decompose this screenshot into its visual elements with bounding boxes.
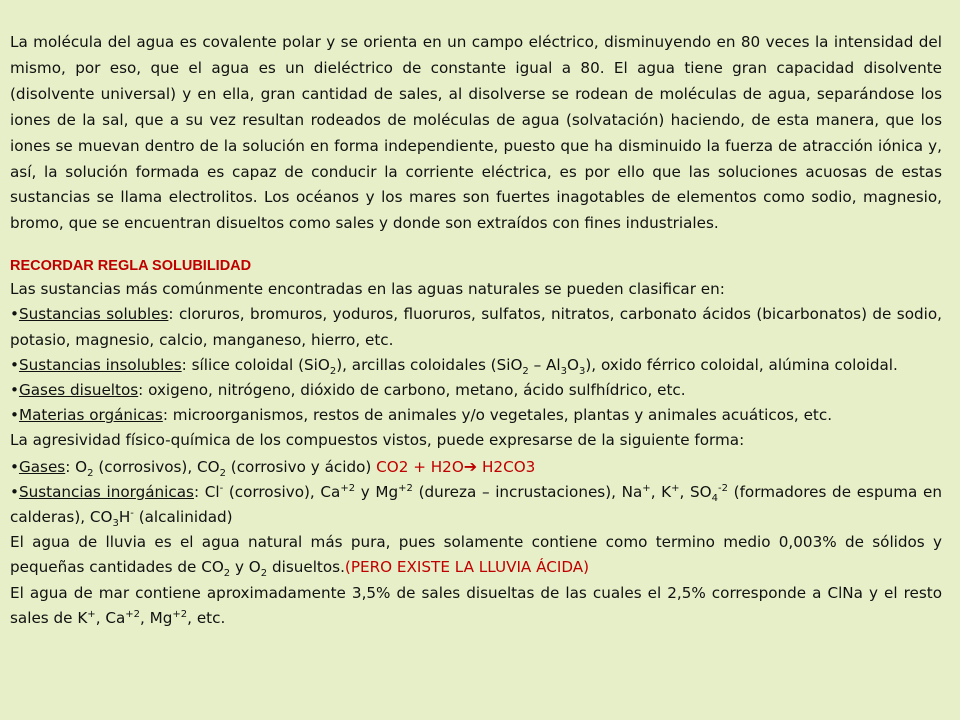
inorganicas-text: (alcalinidad)	[133, 508, 233, 527]
superscript: +2	[125, 608, 141, 620]
term-materias-organicas: Materias orgánicas	[18, 406, 163, 425]
gases-text: (corrosivos), CO	[93, 457, 220, 476]
superscript: +	[87, 608, 96, 620]
superscript: +2	[340, 482, 356, 494]
term-insolubles: Sustancias insolubles	[18, 355, 182, 374]
inorganicas-text: (formadores de espuma en calderas), CO	[10, 482, 942, 527]
bullet-inorganicas: •Sustancias inorgánicas: Cl- (corrosivo), $Ca^{+2}$ y $Mg^{+2}$ (dureza – incrustaciones), Na+, K+, $SO_4^{-2}$ (formadores de espuma en calderas), $CO_3H^-$ (alcalinidad)	[10, 482, 942, 530]
superscript: -	[219, 482, 224, 494]
inorganicas-text: , SO	[679, 482, 712, 501]
subscript: 2	[87, 467, 94, 479]
term-inorganicas: Sustancias inorgánicas	[18, 482, 194, 501]
inorganicas-text: Cl	[204, 482, 220, 501]
gases-text: (corrosivo y ácido)	[225, 457, 377, 476]
lluvia-paragraph	[10, 530, 942, 580]
insolubles-text: ), arcillas coloidales (SiO	[336, 355, 523, 374]
intro-paragraph: La molécula del agua es covalente polar y se orienta en un campo eléctrico, disminuyendo en 80 veces la intensidad del mismo, por eso, que el agua es un dieléctrico de constante igual a 80. El agua tiene gran capacidad disolvente (disolvente universal) y en ella, gran cantidad de sales, al disolverse se rodean de moléculas de agua, separándose los iones de la sal, que a su vez resultan rodeados de moléculas de agua (solvatación) haciendo, de esta manera, que los iones se muevan dentro de la solución en forma independiente, puesto que ha disminuido la fuerza de atracción iónica y, así, la solución formada es capaz de conducir la corriente eléctrica, es por ello que las soluciones acuosas de estas sustancias se llama electrolitos. Los océanos y los mares son fuertes inagotables de elementos como sodio, magnesio, bromo, que se encuentran disueltos como sales y donde son extraídos con fines industriales.	[10, 33, 942, 233]
subscript: 3	[560, 365, 568, 377]
superscript: +	[671, 482, 680, 494]
term-solubles: Sustancias solubles	[18, 305, 169, 324]
reaction-right: H2CO3	[477, 457, 536, 476]
subscript: 3	[112, 518, 119, 530]
inorganicas-text: y Mg	[355, 482, 399, 501]
bullet-solubles: •Sustancias solubles: cloruros, bromuros, yoduros, fluoruros, sulfatos, nitratos, carbonato ácidos (bicarbonatos) de sodio, potasio, magnesio, calcio, manganeso, hierro, etc.	[10, 305, 942, 349]
insolubles-text: O	[567, 355, 579, 374]
lead-text: Las sustancias más comúnmente encontradas en las aguas naturales se pueden clasificar en:	[10, 280, 725, 299]
inorganicas-text: (dureza – incrustaciones), Na	[412, 482, 643, 501]
superscript: +	[642, 482, 651, 494]
section-title: RECORDAR REGLA SOLUBILIDAD	[10, 258, 252, 275]
insolubles-text: sílice coloidal (SiO	[191, 355, 330, 374]
superscript: -	[130, 508, 134, 520]
arrow-icon: ➔	[463, 456, 478, 476]
lluvia-text: y O	[230, 558, 261, 577]
mar-paragraph	[10, 581, 942, 631]
bullet-gases: •Gases: $O_2$ (corrosivos), $CO_2$ (corrosivo y ácido) CO2 + H2O➔ H2CO3	[10, 456, 536, 479]
term-gases: Gases	[18, 457, 66, 476]
materias-text: microorganismos, restos de animales y/o vegetales, plantas y animales acuáticos, etc.	[172, 406, 833, 425]
bullet-gases-disueltos: •Gases disueltos: oxigeno, nitrógeno, dióxido de carbono, metano, ácido sulfhídrico, etc.	[10, 381, 686, 400]
superscript: -2	[718, 482, 728, 494]
lluvia-text: disueltos.	[267, 558, 345, 577]
superscript: +2	[398, 482, 413, 494]
insolubles-text: – Al	[528, 355, 561, 374]
mar-text: , Mg	[140, 608, 173, 627]
inorganicas-text: (corrosivo), Ca	[223, 482, 341, 501]
insolubles-text: ), oxido férrico coloidal, alúmina coloidal.	[585, 355, 898, 374]
term-gases-disueltos: Gases disueltos	[18, 381, 139, 400]
inorganicas-text: , K	[650, 482, 672, 501]
subscript: 2	[260, 568, 268, 580]
mar-text: , Ca	[95, 608, 126, 627]
superscript: +2	[172, 608, 188, 620]
subscript: 4	[711, 492, 718, 504]
gases-text: O	[75, 457, 88, 476]
gases-disueltos-text: oxigeno, nitrógeno, dióxido de carbono, metano, ácido sulfhídrico, etc.	[148, 381, 686, 400]
bullet-insolubles: •Sustancias insolubles: sílice coloidal (SiO$_2$), arcillas coloidales $(SiO_2 - Al_3O_3)$, oxido férrico coloidal, alúmina coloidal.	[10, 355, 898, 377]
subscript: 2	[522, 365, 529, 377]
bullet-materias-organicas: •Materias orgánicas: microorganismos, restos de animales y/o vegetales, plantas y animales acuáticos, etc.	[10, 406, 833, 425]
subscript: 2	[223, 568, 231, 580]
mar-text: El agua de mar contiene aproximadamente 3,5% de sales disueltas de las cuales el 2,5% corresponde a ClNa y el resto sales de K	[10, 583, 942, 627]
agresividad-text: La agresividad físico-química de los compuestos vistos, puede expresarse de la siguiente forma:	[10, 431, 745, 450]
solubles-text: cloruros, bromuros, yoduros, fluoruros, sulfatos, nitratos, carbonato ácidos (bicarbonatos) de sodio, potasio, magnesio, calcio, manganeso, hierro, etc.	[10, 305, 942, 349]
subscript: 3	[579, 365, 586, 377]
subscript: 2	[329, 365, 337, 377]
inorganicas-text: H	[118, 508, 131, 527]
lluvia-note: (PERO EXISTE LA LLUVIA ÁCIDA)	[344, 558, 590, 577]
mar-text: , etc.	[187, 608, 226, 627]
reaction-left: CO2 + H2O	[376, 457, 464, 476]
subscript: 2	[219, 467, 226, 479]
lluvia-text: El agua de lluvia es el agua natural más pura, pues solamente contiene como termino medio 0,003% de sólidos y pequeñas cantidades de CO	[10, 533, 942, 577]
